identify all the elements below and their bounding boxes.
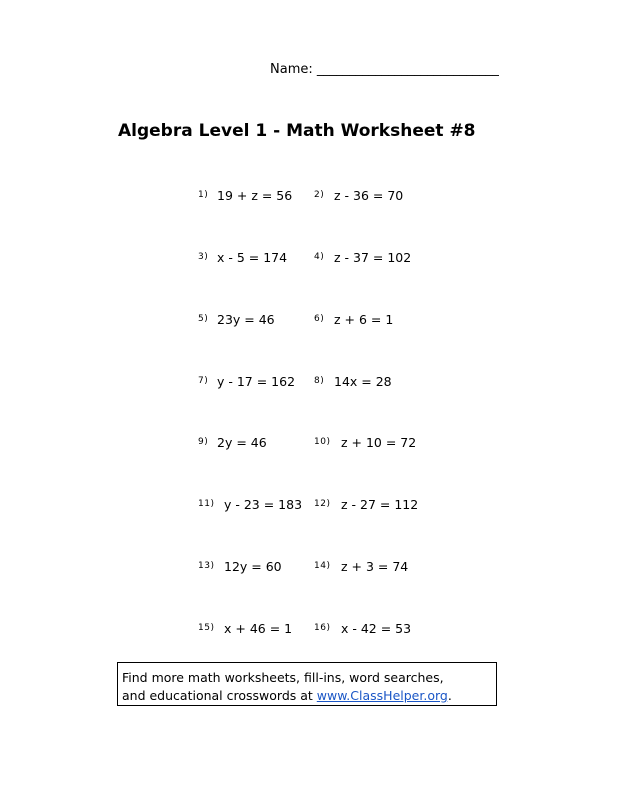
problem-equation: x - 42 = 53 <box>341 621 412 636</box>
problem-equation: y - 17 = 162 <box>217 374 296 389</box>
problem-equation: x - 5 = 174 <box>217 250 288 265</box>
problem-equation: z + 3 = 74 <box>341 559 409 574</box>
page-title: Algebra Level 1 - Math Worksheet #8 <box>118 121 476 141</box>
problem-equation: z - 37 = 102 <box>334 250 412 265</box>
footer-box <box>117 662 497 706</box>
problem-number: 13) <box>198 561 215 571</box>
problem-equation: z + 6 = 1 <box>334 312 394 327</box>
problem-number: 9) <box>198 437 209 447</box>
problem-number: 10) <box>314 437 331 447</box>
problem-number: 1) <box>198 190 209 200</box>
problem-number: 6) <box>314 314 325 324</box>
problem-equation: z + 10 = 72 <box>341 435 417 450</box>
problem-equation: 12y = 60 <box>224 559 282 574</box>
problem-number: 16) <box>314 623 331 633</box>
problem-equation: 14x = 28 <box>334 374 392 389</box>
problem-equation: x + 46 = 1 <box>224 621 293 636</box>
problem-number: 12) <box>314 499 331 509</box>
problem-number: 4) <box>314 252 325 262</box>
problem-number: 14) <box>314 561 331 571</box>
problem-equation: 2y = 46 <box>217 435 267 450</box>
problem-equation: z - 36 = 70 <box>334 188 404 203</box>
footer-prefix: and educational crosswords at <box>122 688 317 703</box>
problem-equation: y - 23 = 183 <box>224 497 303 512</box>
problem-number: 8) <box>314 376 325 386</box>
footer-suffix: . <box>447 688 452 703</box>
problem-number: 3) <box>198 252 209 262</box>
problem-equation: z - 27 = 112 <box>341 497 419 512</box>
name-line: Name: ____________________________ <box>270 62 499 77</box>
problem-number: 5) <box>198 314 209 324</box>
classhelper-link[interactable]: www.ClassHelper.org <box>316 688 448 703</box>
problem-number: 11) <box>198 499 215 509</box>
problem-number: 7) <box>198 376 209 386</box>
footer-line-2 <box>122 687 496 705</box>
problem-number: 15) <box>198 623 215 633</box>
problem-equation: 23y = 46 <box>217 312 275 327</box>
problem-number: 2) <box>314 190 325 200</box>
problem-equation: 19 + z = 56 <box>217 188 293 203</box>
footer-line-1: Find more math worksheets, fill-ins, word searches, <box>122 670 444 685</box>
